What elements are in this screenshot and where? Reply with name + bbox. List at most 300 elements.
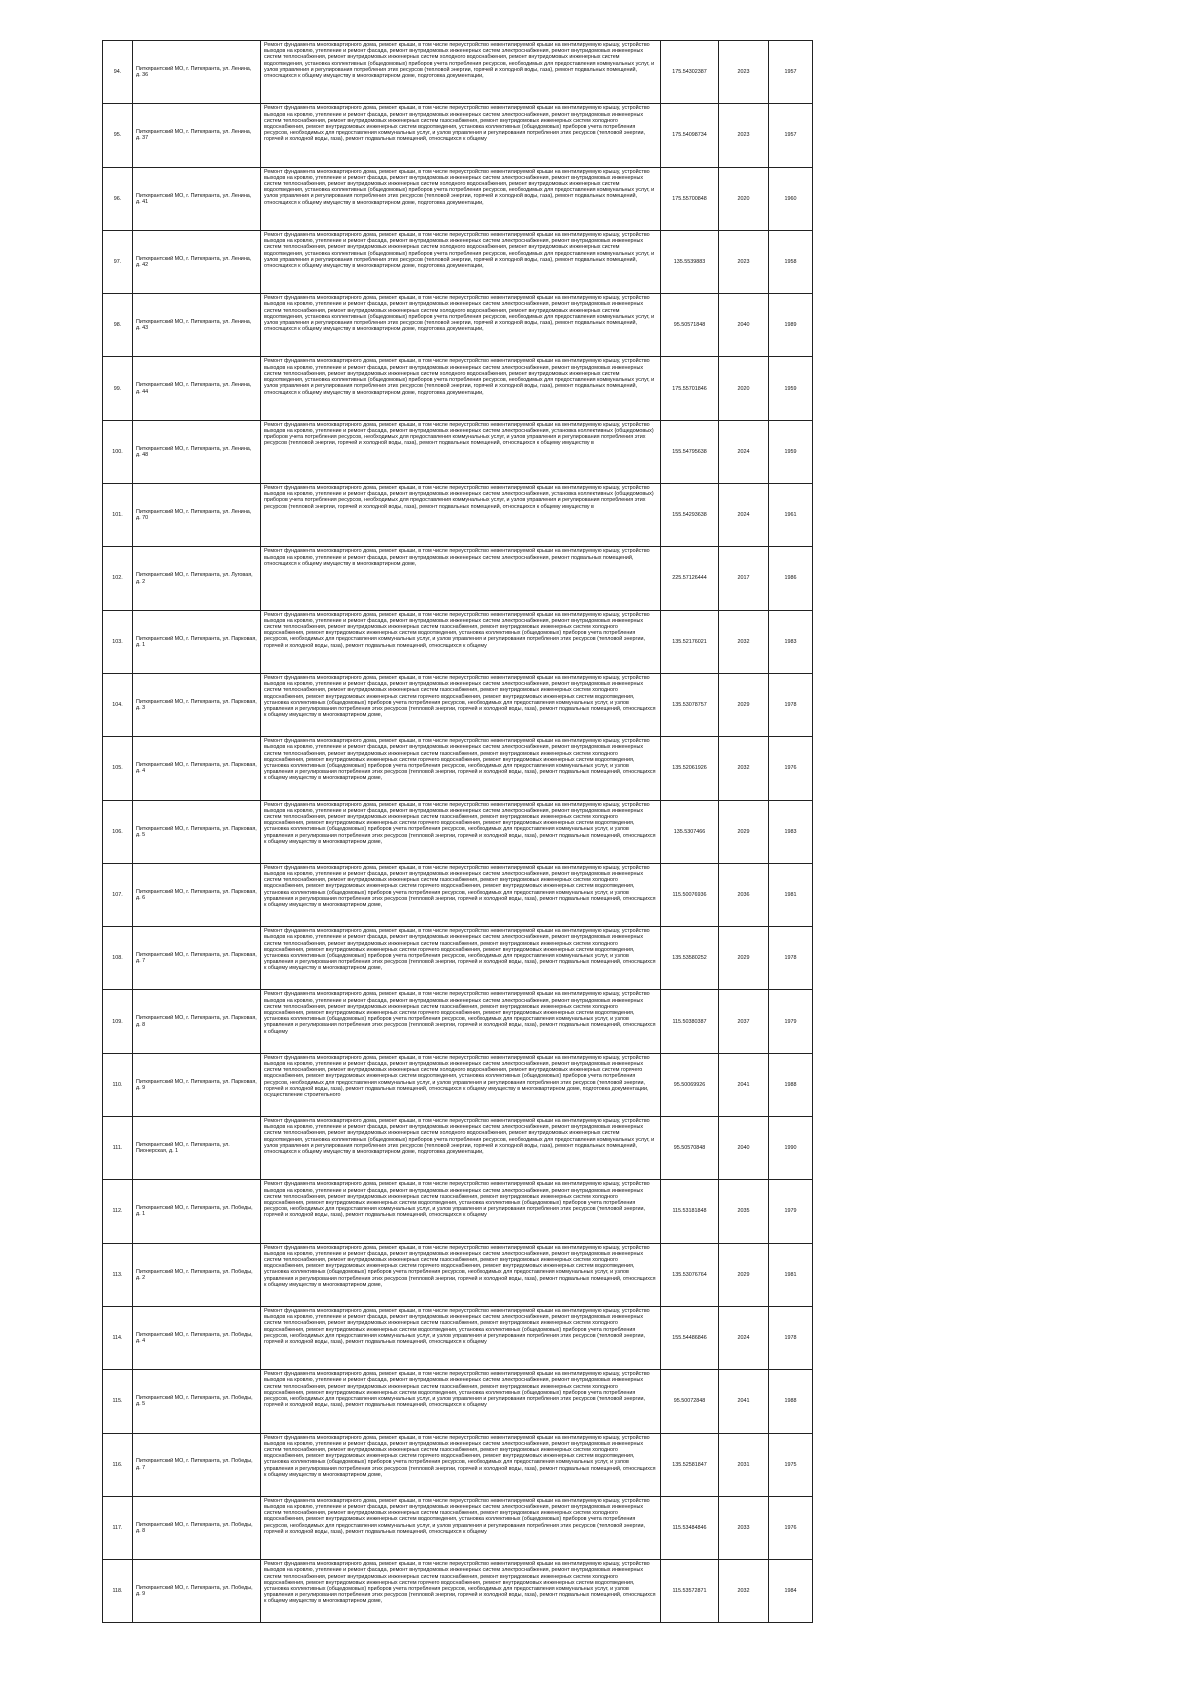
- cost-cell-text: 135.5307466: [673, 828, 706, 835]
- cost-cell-text: 135.53076764: [672, 1271, 707, 1278]
- build-year-cell-text: 1976: [784, 1524, 797, 1531]
- address-cell-text: Питкярантский МО, г. Питкяранта, ул. Победы, д. 8: [136, 1521, 253, 1534]
- build-year-cell-text: 1989: [784, 322, 797, 329]
- row-number-cell: [103, 1180, 133, 1243]
- table-row: [103, 800, 813, 863]
- build-year-cell: [769, 104, 813, 167]
- repair-program-table: [102, 40, 813, 1623]
- planned-year-cell: [719, 1306, 769, 1369]
- row-number-cell: [103, 294, 133, 357]
- build-year-cell-text: 1961: [784, 512, 797, 519]
- row-number-cell-text: 110.: [112, 1081, 123, 1088]
- address-cell-text: Питкярантский МО, г. Питкяранта, ул. Парковая, д. 7: [136, 952, 257, 965]
- build-year-cell: [769, 927, 813, 990]
- row-number-cell-text: 99.: [113, 385, 122, 392]
- build-year-cell: [769, 1560, 813, 1623]
- table-row: [103, 1243, 813, 1306]
- address-cell: [133, 990, 261, 1053]
- cost-cell: [661, 104, 719, 167]
- works-description-cell-text: Ремонт фундамента многоквартирного дома, ремонт крыши, в том числе переустройство невентилируемой крыши на вентилируемую крышу, устройство выходов на кровлю, утепление и ремонт фасада, ремонт внутридомовых инженерных систем электроснабжения, ремонт внутридомовых инженерных систем теплоснабжения, ремонт внутридомовых инженерных систем газоснабжения, ремонт внутридомовых инженерных систем холодного водоснабжения, ремонт внутридомовых инженерных систем горячего водоснабжения, ремонт внутридомовых инженерных систем водоотведения, установка коллективных (общедомовых) приборов учета потребления ресурсов, необходимых для предоставления коммунальных услуг, и узлов управления и регулирования потребления этих ресурсов (тепловой энергии, горячей и холодной воды, газа), ремонт подвальных помещений, относящихся к общему имуществу в многоквартирном доме,: [264, 738, 656, 782]
- planned-year-cell: [719, 1370, 769, 1433]
- row-number-cell-text: 109.: [112, 1018, 123, 1025]
- address-cell-text: Питкярантский МО, г. Питкяранта, ул. Победы, д. 9: [136, 1585, 253, 1598]
- works-description-cell: [261, 230, 661, 293]
- build-year-cell-text: 1978: [784, 1334, 797, 1341]
- row-number-cell: [103, 673, 133, 736]
- row-number-cell: [103, 1496, 133, 1559]
- row-number-cell-text: 100.: [112, 448, 123, 455]
- works-description-cell-text: Ремонт фундамента многоквартирного дома, ремонт крыши, в том числе переустройство невентилируемой крыши на вентилируемую крышу, устройство выходов на кровлю, утепление и ремонт фасада, ремонт внутридомовых инженерных систем электроснабжения, ремонт внутридомовых инженерных систем теплоснабжения, ремонт внутридомовых инженерных систем холодного водоснабжения, ремонт внутридомовых инженерных систем водоотведения, установка коллективных (общедомовых) приборов учета потребления ресурсов, необходимых для предоставления коммунальных услуг, и узлов управления и регулирования потребления этих ресурсов (тепловой энергии, горячей и холодной воды, газа), ремонт подвальных помещений, относящихся к общему имуществу в многоквартирном доме, подготовка документации,: [264, 358, 655, 396]
- planned-year-cell: [719, 547, 769, 610]
- table-row: [103, 1433, 813, 1496]
- build-year-cell: [769, 673, 813, 736]
- planned-year-cell-text: 2033: [737, 1524, 750, 1531]
- address-cell: [133, 1370, 261, 1433]
- cost-cell: [661, 230, 719, 293]
- address-cell: [133, 863, 261, 926]
- planned-year-cell-text: 2029: [737, 955, 750, 962]
- planned-year-cell: [719, 294, 769, 357]
- row-number-cell: [103, 484, 133, 547]
- row-number-cell-text: 118.: [112, 1588, 123, 1595]
- table-row: [103, 1370, 813, 1433]
- planned-year-cell: [719, 610, 769, 673]
- build-year-cell-text: 1975: [784, 1461, 797, 1468]
- build-year-cell: [769, 1243, 813, 1306]
- build-year-cell: [769, 547, 813, 610]
- build-year-cell: [769, 1433, 813, 1496]
- works-description-cell: [261, 167, 661, 230]
- row-number-cell-text: 95.: [113, 132, 122, 139]
- planned-year-cell: [719, 800, 769, 863]
- build-year-cell: [769, 737, 813, 800]
- cost-cell: [661, 357, 719, 420]
- works-description-cell-text: Ремонт фундамента многоквартирного дома, ремонт крыши, в том числе переустройство невентилируемой крыши на вентилируемую крышу, устройство выходов на кровлю, утепление и ремонт фасада, ремонт внутридомовых инженерных систем электроснабжения, ремонт внутридомовых инженерных систем теплоснабжения, ремонт внутридомовых инженерных систем холодного водоснабжения, ремонт внутридомовых инженерных систем водоотведения, установка коллективных (общедомовых) приборов учета потребления ресурсов, необходимых для предоставления коммунальных услуг, и узлов управления и регулирования потребления этих ресурсов (тепловой энергии, горячей и холодной воды, газа), ремонт подвальных помещений, относящихся к общему имуществу в многоквартирном доме, подготовка документации,: [264, 1118, 655, 1156]
- address-cell: [133, 294, 261, 357]
- build-year-cell-text: 1978: [784, 702, 797, 709]
- cost-cell: [661, 420, 719, 483]
- address-cell: [133, 1560, 261, 1623]
- build-year-cell: [769, 484, 813, 547]
- works-description-cell-text: Ремонт фундамента многоквартирного дома, ремонт крыши, в том числе переустройство невентилируемой крыши на вентилируемую крышу, устройство выходов на кровлю, утепление и ремонт фасада, ремонт внутридомовых инженерных систем электроснабжения, ремонт внутридомовых инженерных систем теплоснабжения, ремонт внутридомовых инженерных систем холодного водоснабжения, ремонт внутридомовых инженерных систем горячего водоснабжения, ремонт внутридомовых инженерных систем водоотведения, установка коллективных (общедомовых) приборов учета потребления ресурсов, необходимых для предоставления коммунальных услуг, и узлов управления и регулирования потребления этих ресурсов (тепловой энергии, горячей и холодной воды, газа), ремонт подвальных помещений, относящихся к общему имуществу в многоквартирном доме, подготовка документации, осуществление строительного: [264, 1054, 650, 1098]
- works-description-cell-text: Ремонт фундамента многоквартирного дома, ремонт крыши, в том числе переустройство невентилируемой крыши на вентилируемую крышу, устройство выходов на кровлю, утепление и ремонт фасада, ремонт внутридомовых инженерных систем электроснабжения, ремонт внутридомовых инженерных систем теплоснабжения, ремонт внутридомовых инженерных систем газоснабжения, ремонт внутридомовых инженерных систем холодного водоснабжения, ремонт внутридомовых инженерных систем водоотведения, установка коллективных (общедомовых) приборов учета потребления ресурсов, необходимых для предоставления коммунальных услуг, и узлов управления и регулирования потребления этих ресурсов (тепловой энергии, горячей и холодной воды, газа), ремонт подвальных помещений, относящихся к общему: [264, 1307, 650, 1345]
- works-description-cell: [261, 1117, 661, 1180]
- works-description-cell-text: Ремонт фундамента многоквартирного дома, ремонт крыши, в том числе переустройство невентилируемой крыши на вентилируемую крышу, устройство выходов на кровлю, утепление и ремонт фасада, ремонт внутридомовых инженерных систем электроснабжения, ремонт внутридомовых инженерных систем теплоснабжения, ремонт внутридомовых инженерных систем газоснабжения, ремонт внутридомовых инженерных систем холодного водоснабжения, ремонт внутридомовых инженерных систем горячего водоснабжения, ремонт внутридомовых инженерных систем водоотведения, установка коллективных (общедомовых) приборов учета потребления ресурсов, необходимых для предоставления коммунальных услуг, и узлов управления и регулирования потребления этих ресурсов (тепловой энергии, горячей и холодной воды, газа), ремонт подвальных помещений, относящихся к общему имуществу в многоквартирном доме,: [264, 928, 656, 972]
- build-year-cell-text: 1959: [784, 385, 797, 392]
- row-number-cell-text: 114.: [112, 1334, 123, 1341]
- works-description-cell: [261, 484, 661, 547]
- planned-year-cell: [719, 1117, 769, 1180]
- table-row: [103, 737, 813, 800]
- table-row: [103, 420, 813, 483]
- row-number-cell-text: 104.: [112, 702, 123, 709]
- table-row: [103, 1117, 813, 1180]
- row-number-cell: [103, 1560, 133, 1623]
- planned-year-cell-text: 2040: [737, 322, 750, 329]
- address-cell-text: Питкярантский МО, г. Питкяранта, ул. Ленина, д. 41: [136, 192, 252, 205]
- cost-cell-text: 155.54795638: [672, 448, 707, 455]
- works-description-cell-text: Ремонт фундамента многоквартирного дома, ремонт крыши, в том числе переустройство невентилируемой крыши на вентилируемую крышу, устройство выходов на кровлю, утепление и ремонт фасада, ремонт внутридомовых инженерных систем электроснабжения, ремонт внутридомовых инженерных систем теплоснабжения, ремонт внутридомовых инженерных систем газоснабжения, ремонт внутридомовых инженерных систем холодного водоснабжения, ремонт внутридомовых инженерных систем горячего водоснабжения, ремонт внутридомовых инженерных систем водоотведения, установка коллективных (общедомовых) приборов учета потребления ресурсов, необходимых для предоставления коммунальных услуг, и узлов управления и регулирования потребления этих ресурсов (тепловой энергии, горячей и холодной воды, газа), ремонт подвальных помещений, относящихся к общему имуществу в многоквартирном доме,: [264, 864, 656, 909]
- address-cell: [133, 484, 261, 547]
- row-number-cell: [103, 1306, 133, 1369]
- address-cell: [133, 230, 261, 293]
- works-description-cell-text: Ремонт фундамента многоквартирного дома, ремонт крыши, в том числе переустройство невентилируемой крыши на вентилируемую крышу, устройство выходов на кровлю, утепление и ремонт фасада, ремонт внутридомовых инженерных систем электроснабжения, ремонт внутридомовых инженерных систем теплоснабжения, ремонт внутридомовых инженерных систем газоснабжения, ремонт внутридомовых инженерных систем холодного водоснабжения, ремонт внутридомовых инженерных систем горячего водоснабжения, ремонт внутридомовых инженерных систем водоотведения, установка коллективных (общедомовых) приборов учета потребления ресурсов, необходимых для предоставления коммунальных услуг, и узлов управления и регулирования потребления этих ресурсов (тепловой энергии, горячей и холодной воды, газа), ремонт подвальных помещений, относящихся к общему имуществу в многоквартирном доме,: [264, 1561, 656, 1605]
- address-cell: [133, 610, 261, 673]
- cost-cell: [661, 863, 719, 926]
- table-row: [103, 990, 813, 1053]
- planned-year-cell: [719, 1560, 769, 1623]
- address-cell-text: Питкярантский МО, г. Питкяранта, ул. Пионерская, д. 1: [136, 1141, 230, 1155]
- address-cell: [133, 1496, 261, 1559]
- works-description-cell: [261, 420, 661, 483]
- address-cell: [133, 1180, 261, 1243]
- planned-year-cell: [719, 1053, 769, 1116]
- planned-year-cell-text: 2024: [737, 512, 750, 519]
- address-cell-text: Питкярантский МО, г. Питкяранта, ул. Ленина, д. 37: [136, 129, 252, 142]
- works-description-cell: [261, 1560, 661, 1623]
- cost-cell: [661, 1180, 719, 1243]
- row-number-cell-text: 108.: [112, 955, 123, 962]
- build-year-cell-text: 1986: [784, 575, 797, 582]
- works-description-cell: [261, 294, 661, 357]
- row-number-cell: [103, 167, 133, 230]
- planned-year-cell-text: 2041: [737, 1081, 750, 1088]
- address-cell-text: Питкярантский МО, г. Питкяранта, ул. Ленина, д. 70: [136, 509, 252, 522]
- works-description-cell-text: Ремонт фундамента многоквартирного дома, ремонт крыши, в том числе переустройство невентилируемой крыши на вентилируемую крышу, устройство выходов на кровлю, утепление и ремонт фасада, ремонт внутридомовых инженерных систем электроснабжения, ремонт внутридомовых инженерных систем теплоснабжения, ремонт внутридомовых инженерных систем газоснабжения, ремонт внутридомовых инженерных систем холодного водоснабжения, ремонт внутридомовых инженерных систем горячего водоснабжения, ремонт внутридомовых инженерных систем водоотведения, установка коллективных (общедомовых) приборов учета потребления ресурсов, необходимых для предоставления коммунальных услуг, и узлов управления и регулирования потребления этих ресурсов (тепловой энергии, горячей и холодной воды, газа), ремонт подвальных помещений, относящихся к общему: [264, 991, 656, 1035]
- build-year-cell-text: 1979: [784, 1018, 797, 1025]
- table-row: [103, 294, 813, 357]
- address-cell-text: Питкярантский МО, г. Питкяранта, ул. Победы, д. 2: [136, 1268, 253, 1281]
- table-row: [103, 610, 813, 673]
- address-cell-text: Питкярантский МО, г. Питкяранта, ул. Луговая, д. 2: [136, 572, 253, 585]
- row-number-cell-text: 103.: [112, 638, 123, 645]
- planned-year-cell-text: 2032: [737, 638, 750, 645]
- works-description-cell: [261, 357, 661, 420]
- address-cell-text: Питкярантский МО, г. Питкяранта, ул. Победы, д. 7: [136, 1458, 253, 1471]
- cost-cell: [661, 737, 719, 800]
- planned-year-cell-text: 2040: [737, 1145, 750, 1152]
- cost-cell-text: 175.54302387: [672, 69, 707, 76]
- build-year-cell: [769, 990, 813, 1053]
- row-number-cell-text: 113.: [112, 1271, 123, 1278]
- planned-year-cell-text: 2031: [737, 1461, 750, 1468]
- works-description-cell-text: Ремонт фундамента многоквартирного дома, ремонт крыши, в том числе переустройство невентилируемой крыши на вентилируемую крышу, устройство выходов на кровлю, утепление и ремонт фасада, ремонт внутридомовых инженерных систем электроснабжения, установка коллективных (общедомовых) приборов учета потребления ресурсов, необходимых для предоставления коммунальных услуг, и узлов управления и регулирования потребления этих ресурсов (тепловой энергии, горячей и холодной воды, газа), ремонт подвальных помещений, относящихся к общему имуществу в: [264, 421, 654, 447]
- table-row: [103, 41, 813, 104]
- planned-year-cell-text: 2029: [737, 702, 750, 709]
- planned-year-cell-text: 2029: [737, 828, 750, 835]
- planned-year-cell-text: 2020: [737, 385, 750, 392]
- cost-cell: [661, 1496, 719, 1559]
- address-cell-text: Питкярантский МО, г. Питкяранта, ул. Парковая, д. 6: [136, 888, 257, 901]
- cost-cell-text: 135.53580252: [672, 955, 707, 962]
- table-row: [103, 927, 813, 990]
- cost-cell-text: 115.53572871: [672, 1588, 707, 1595]
- row-number-cell: [103, 863, 133, 926]
- works-description-cell: [261, 673, 661, 736]
- cost-cell-text: 115.50380387: [672, 1018, 707, 1025]
- row-number-cell-text: 115.: [112, 1398, 123, 1405]
- planned-year-cell-text: 2020: [737, 195, 750, 202]
- build-year-cell-text: 1958: [784, 258, 797, 265]
- address-cell-text: Питкярантский МО, г. Питкяранта, ул. Парковая, д. 3: [136, 698, 257, 712]
- build-year-cell: [769, 420, 813, 483]
- works-description-cell: [261, 1306, 661, 1369]
- build-year-cell: [769, 1053, 813, 1116]
- address-cell: [133, 737, 261, 800]
- table-row: [103, 357, 813, 420]
- planned-year-cell-text: 2041: [737, 1398, 750, 1405]
- table-row: [103, 104, 813, 167]
- address-cell: [133, 1433, 261, 1496]
- build-year-cell-text: 1960: [784, 195, 797, 202]
- row-number-cell-text: 106.: [112, 828, 123, 835]
- cost-cell: [661, 484, 719, 547]
- cost-cell-text: 135.52581847: [672, 1461, 707, 1468]
- planned-year-cell: [719, 863, 769, 926]
- build-year-cell: [769, 800, 813, 863]
- build-year-cell-text: 1959: [784, 448, 797, 455]
- cost-cell-text: 95.50571848: [673, 322, 706, 329]
- cost-cell-text: 135.52176021: [672, 638, 707, 645]
- cost-cell-text: 225.57126444: [672, 575, 707, 582]
- row-number-cell-text: 117.: [112, 1524, 123, 1531]
- row-number-cell: [103, 1243, 133, 1306]
- planned-year-cell-text: 2024: [737, 1334, 750, 1341]
- planned-year-cell-text: 2036: [737, 891, 750, 898]
- build-year-cell: [769, 1370, 813, 1433]
- works-description-cell-text: Ремонт фундамента многоквартирного дома, ремонт крыши, в том числе переустройство невентилируемой крыши на вентилируемую крышу, устройство выходов на кровлю, утепление и ремонт фасада, ремонт внутридомовых инженерных систем электроснабжения, ремонт подвальных помещений, относящихся к общему имуществу в многоквартирном доме,: [264, 548, 650, 567]
- works-description-cell: [261, 737, 661, 800]
- build-year-cell-text: 1984: [784, 1588, 797, 1595]
- cost-cell: [661, 167, 719, 230]
- works-description-cell-text: Ремонт фундамента многоквартирного дома, ремонт крыши, в том числе переустройство невентилируемой крыши на вентилируемую крышу, устройство выходов на кровлю, утепление и ремонт фасада, ремонт внутридомовых инженерных систем электроснабжения, ремонт внутридомовых инженерных систем теплоснабжения, ремонт внутридомовых инженерных систем газоснабжения, ремонт внутридомовых инженерных систем холодного водоснабжения, ремонт внутридомовых инженерных систем горячего водоснабжения, ремонт внутридомовых инженерных систем водоотведения, установка коллективных (общедомовых) приборов учета потребления ресурсов, необходимых для предоставления коммунальных услуг, и узлов управления и регулирования потребления этих ресурсов (тепловой энергии, горячей и холодной воды, газа), ремонт подвальных помещений, относящихся к общему имуществу в многоквартирном доме,: [264, 674, 656, 719]
- build-year-cell: [769, 41, 813, 104]
- cost-cell-text: 115.53181848: [672, 1208, 707, 1215]
- planned-year-cell-text: 2032: [737, 765, 750, 772]
- cost-cell: [661, 610, 719, 673]
- table-row: [103, 547, 813, 610]
- planned-year-cell: [719, 41, 769, 104]
- build-year-cell: [769, 1180, 813, 1243]
- row-number-cell: [103, 230, 133, 293]
- row-number-cell-text: 94.: [113, 69, 122, 76]
- table-row: [103, 484, 813, 547]
- row-number-cell: [103, 1053, 133, 1116]
- row-number-cell: [103, 737, 133, 800]
- build-year-cell-text: 1978: [784, 955, 797, 962]
- works-description-cell-text: Ремонт фундамента многоквартирного дома, ремонт крыши, в том числе переустройство невентилируемой крыши на вентилируемую крышу, устройство выходов на кровлю, утепление и ремонт фасада, ремонт внутридомовых инженерных систем электроснабжения, ремонт внутридомовых инженерных систем теплоснабжения, ремонт внутридомовых инженерных систем газоснабжения, ремонт внутридомовых инженерных систем холодного водоснабжения, ремонт внутридомовых инженерных систем водоотведения, установка коллективных (общедомовых) приборов учета потребления ресурсов, необходимых для предоставления коммунальных услуг, и узлов управления и регулирования потребления этих ресурсов (тепловой энергии, горячей и холодной воды, газа), ремонт подвальных помещений, относящихся к общему: [264, 1181, 650, 1219]
- cost-cell: [661, 1433, 719, 1496]
- table-row: [103, 673, 813, 736]
- cost-cell: [661, 1306, 719, 1369]
- row-number-cell-text: 116.: [112, 1461, 123, 1468]
- build-year-cell: [769, 863, 813, 926]
- planned-year-cell: [719, 357, 769, 420]
- cost-cell-text: 95.50072848: [673, 1398, 706, 1405]
- address-cell: [133, 927, 261, 990]
- build-year-cell-text: 1983: [784, 638, 797, 645]
- row-number-cell: [103, 927, 133, 990]
- cost-cell: [661, 990, 719, 1053]
- build-year-cell: [769, 357, 813, 420]
- address-cell: [133, 1117, 261, 1180]
- cost-cell-text: 175.55700848: [672, 195, 707, 202]
- row-number-cell-text: 97.: [113, 258, 122, 265]
- planned-year-cell: [719, 737, 769, 800]
- planned-year-cell: [719, 484, 769, 547]
- works-description-cell: [261, 1180, 661, 1243]
- planned-year-cell: [719, 1496, 769, 1559]
- row-number-cell-text: 107.: [112, 891, 123, 898]
- planned-year-cell-text: 2029: [737, 1271, 750, 1278]
- works-description-cell: [261, 41, 661, 104]
- works-description-cell-text: Ремонт фундамента многоквартирного дома, ремонт крыши, в том числе переустройство невентилируемой крыши на вентилируемую крышу, устройство выходов на кровлю, утепление и ремонт фасада, ремонт внутридомовых инженерных систем электроснабжения, ремонт внутридомовых инженерных систем теплоснабжения, ремонт внутридомовых инженерных систем холодного водоснабжения, ремонт внутридомовых инженерных систем водоотведения, установка коллективных (общедомовых) приборов учета потребления ресурсов, необходимых для предоставления коммунальных услуг, и узлов управления и регулирования потребления этих ресурсов (тепловой энергии, горячей и холодной воды, газа), ремонт подвальных помещений, относящихся к общему имуществу в многоквартирном доме, подготовка документации,: [264, 231, 655, 269]
- build-year-cell-text: 1981: [784, 891, 797, 898]
- row-number-cell-text: 96.: [113, 195, 122, 202]
- cost-cell: [661, 673, 719, 736]
- row-number-cell-text: 102.: [112, 575, 123, 582]
- address-cell: [133, 104, 261, 167]
- address-cell: [133, 420, 261, 483]
- planned-year-cell-text: 2017: [737, 575, 750, 582]
- address-cell-text: Питкярантский МО, г. Питкяранта, ул. Победы, д. 5: [136, 1395, 253, 1408]
- cost-cell-text: 95.50570848: [673, 1145, 706, 1152]
- row-number-cell: [103, 547, 133, 610]
- works-description-cell: [261, 547, 661, 610]
- planned-year-cell-text: 2032: [737, 1588, 750, 1595]
- works-description-cell-text: Ремонт фундамента многоквартирного дома, ремонт крыши, в том числе переустройство невентилируемой крыши на вентилируемую крышу, устройство выходов на кровлю, утепление и ремонт фасада, ремонт внутридомовых инженерных систем электроснабжения, ремонт внутридомовых инженерных систем теплоснабжения, ремонт внутридомовых инженерных систем газоснабжения, ремонт внутридомовых инженерных систем холодного водоснабжения, ремонт внутридомовых инженерных систем горячего водоснабжения, ремонт внутридомовых инженерных систем водоотведения, установка коллективных (общедомовых) приборов учета потребления ресурсов, необходимых для предоставления коммунальных услуг, и узлов управления и регулирования потребления этих ресурсов (тепловой энергии, горячей и холодной воды, газа), ремонт подвальных помещений, относящихся к общему имуществу в многоквартирном доме,: [264, 1434, 656, 1478]
- address-cell-text: Питкярантский МО, г. Питкяранта, ул. Победы, д. 4: [136, 1331, 253, 1345]
- planned-year-cell: [719, 673, 769, 736]
- address-cell: [133, 800, 261, 863]
- address-cell: [133, 673, 261, 736]
- planned-year-cell-text: 2024: [737, 448, 750, 455]
- works-description-cell: [261, 927, 661, 990]
- row-number-cell: [103, 357, 133, 420]
- build-year-cell: [769, 1496, 813, 1559]
- planned-year-cell: [719, 990, 769, 1053]
- table-row: [103, 863, 813, 926]
- build-year-cell-text: 1988: [784, 1398, 797, 1405]
- works-description-cell-text: Ремонт фундамента многоквартирного дома, ремонт крыши, в том числе переустройство невентилируемой крыши на вентилируемую крышу, устройство выходов на кровлю, утепление и ремонт фасада, ремонт внутридомовых инженерных систем электроснабжения, ремонт внутридомовых инженерных систем теплоснабжения, ремонт внутридомовых инженерных систем газоснабжения, ремонт внутридомовых инженерных систем холодного водоснабжения, ремонт внутридомовых инженерных систем водоотведения, установка коллективных (общедомовых) приборов учета потребления ресурсов, необходимых для предоставления коммунальных услуг, и узлов управления и регулирования потребления этих ресурсов (тепловой энергии, горячей и холодной воды, газа), ремонт подвальных помещений, относящихся к общему: [264, 105, 650, 143]
- planned-year-cell: [719, 927, 769, 990]
- works-description-cell: [261, 800, 661, 863]
- cost-cell-text: 135.52061926: [672, 765, 707, 772]
- planned-year-cell-text: 2037: [737, 1018, 750, 1025]
- row-number-cell: [103, 610, 133, 673]
- cost-cell: [661, 294, 719, 357]
- build-year-cell-text: 1976: [784, 765, 797, 772]
- address-cell: [133, 1306, 261, 1369]
- planned-year-cell: [719, 1433, 769, 1496]
- address-cell-text: Питкярантский МО, г. Питкяранта, ул. Ленина, д. 44: [136, 382, 252, 395]
- build-year-cell-text: 1983: [784, 828, 797, 835]
- cost-cell-text: 155.54486846: [672, 1334, 707, 1341]
- address-cell: [133, 1243, 261, 1306]
- cost-cell-text: 115.53484846: [672, 1524, 707, 1531]
- address-cell: [133, 41, 261, 104]
- row-number-cell: [103, 104, 133, 167]
- address-cell-text: Питкярантский МО, г. Питкяранта, ул. Парковая, д. 9: [136, 1078, 257, 1091]
- works-description-cell-text: Ремонт фундамента многоквартирного дома, ремонт крыши, в том числе переустройство невентилируемой крыши на вентилируемую крышу, устройство выходов на кровлю, утепление и ремонт фасада, ремонт внутридомовых инженерных систем электроснабжения, ремонт внутридомовых инженерных систем теплоснабжения, ремонт внутридомовых инженерных систем газоснабжения, ремонт внутридомовых инженерных систем холодного водоснабжения, ремонт внутридомовых инженерных систем водоотведения, установка коллективных (общедомовых) приборов учета потребления ресурсов, необходимых для предоставления коммунальных услуг, и узлов управления и регулирования потребления этих ресурсов (тепловой энергии, горячей и холодной воды, газа), ремонт подвальных помещений, относящихся к общему: [264, 611, 650, 649]
- row-number-cell: [103, 1433, 133, 1496]
- row-number-cell: [103, 1370, 133, 1433]
- build-year-cell: [769, 610, 813, 673]
- address-cell: [133, 167, 261, 230]
- row-number-cell: [103, 41, 133, 104]
- build-year-cell-text: 1990: [784, 1145, 797, 1152]
- works-description-cell-text: Ремонт фундамента многоквартирного дома, ремонт крыши, в том числе переустройство невентилируемой крыши на вентилируемую крышу, устройство выходов на кровлю, утепление и ремонт фасада, ремонт внутридомовых инженерных систем электроснабжения, ремонт внутридомовых инженерных систем теплоснабжения, ремонт внутридомовых инженерных систем холодного водоснабжения, ремонт внутридомовых инженерных систем водоотведения, установка коллективных (общедомовых) приборов учета потребления ресурсов, необходимых для предоставления коммунальных услуг, и узлов управления и регулирования потребления этих ресурсов (тепловой энергии, горячей и холодной воды, газа), ремонт подвальных помещений, относящихся к общему имуществу в многоквартирном доме, подготовка документации,: [264, 295, 655, 333]
- planned-year-cell: [719, 420, 769, 483]
- planned-year-cell-text: 2023: [737, 69, 750, 76]
- cost-cell-text: 115.50076936: [672, 891, 707, 898]
- address-cell-text: Питкярантский МО, г. Питкяранта, ул. Парковая, д. 8: [136, 1015, 257, 1028]
- table-row: [103, 1180, 813, 1243]
- works-description-cell: [261, 1433, 661, 1496]
- row-number-cell: [103, 990, 133, 1053]
- address-cell-text: Питкярантский МО, г. Питкяранта, ул. Парковая, д. 1: [136, 635, 257, 648]
- works-description-cell-text: Ремонт фундамента многоквартирного дома, ремонт крыши, в том числе переустройство невентилируемой крыши на вентилируемую крышу, устройство выходов на кровлю, утепление и ремонт фасада, ремонт внутридомовых инженерных систем электроснабжения, установка коллективных (общедомовых) приборов учета потребления ресурсов, необходимых для предоставления коммунальных услуг, и узлов управления и регулирования потребления этих ресурсов (тепловой энергии, горячей и холодной воды, газа), ремонт подвальных помещений, относящихся к общему имуществу в: [264, 485, 654, 510]
- works-description-cell: [261, 1370, 661, 1433]
- row-number-cell: [103, 800, 133, 863]
- address-cell: [133, 357, 261, 420]
- works-description-cell: [261, 863, 661, 926]
- address-cell-text: Питкярантский МО, г. Питкяранта, ул. Парковая, д. 4: [136, 762, 257, 775]
- works-description-cell-text: Ремонт фундамента многоквартирного дома, ремонт крыши, в том числе переустройство невентилируемой крыши на вентилируемую крышу, устройство выходов на кровлю, утепление и ремонт фасада, ремонт внутридомовых инженерных систем электроснабжения, ремонт внутридомовых инженерных систем теплоснабжения, ремонт внутридомовых инженерных систем газоснабжения, ремонт внутридомовых инженерных систем холодного водоснабжения, ремонт внутридомовых инженерных систем горячего водоснабжения, ремонт внутридомовых инженерных систем водоотведения, установка коллективных (общедомовых) приборов учета потребления ресурсов, необходимых для предоставления коммунальных услуг, и узлов управления и регулирования потребления этих ресурсов (тепловой энергии, горячей и холодной воды, газа), ремонт подвальных помещений, относящихся к общему имуществу в многоквартирном доме,: [264, 801, 656, 845]
- build-year-cell-text: 1957: [784, 132, 797, 139]
- build-year-cell: [769, 1117, 813, 1180]
- cost-cell-text: 95.50069926: [673, 1081, 706, 1088]
- planned-year-cell: [719, 1243, 769, 1306]
- works-description-cell-text: Ремонт фундамента многоквартирного дома, ремонт крыши, в том числе переустройство невентилируемой крыши на вентилируемую крышу, устройство выходов на кровлю, утепление и ремонт фасада, ремонт внутридомовых инженерных систем электроснабжения, ремонт внутридомовых инженерных систем теплоснабжения, ремонт внутридомовых инженерных систем газоснабжения, ремонт внутридомовых инженерных систем холодного водоснабжения, ремонт внутридомовых инженерных систем водоотведения, установка коллективных (общедомовых) приборов учета потребления ресурсов, необходимых для предоставления коммунальных услуг, и узлов управления и регулирования потребления этих ресурсов (тепловой энергии, горячей и холодной воды, газа), ремонт подвальных помещений, относящихся к общему: [264, 1497, 650, 1535]
- build-year-cell-text: 1979: [784, 1208, 797, 1215]
- works-description-cell-text: Ремонт фундамента многоквартирного дома, ремонт крыши, в том числе переустройство невентилируемой крыши на вентилируемую крышу, устройство выходов на кровлю, утепление и ремонт фасада, ремонт внутридомовых инженерных систем электроснабжения, ремонт внутридомовых инженерных систем теплоснабжения, ремонт внутридомовых инженерных систем холодного водоснабжения, ремонт внутридомовых инженерных систем водоотведения, установка коллективных (общедомовых) приборов учета потребления ресурсов, необходимых для предоставления коммунальных услуг, и узлов управления и регулирования потребления этих ресурсов (тепловой энергии, горячей и холодной воды, газа), ремонт подвальных помещений, относящихся к общему имуществу в многоквартирном доме, подготовка документации,: [264, 42, 655, 80]
- works-description-cell: [261, 1496, 661, 1559]
- build-year-cell: [769, 167, 813, 230]
- works-description-cell: [261, 610, 661, 673]
- address-cell: [133, 1053, 261, 1116]
- row-number-cell: [103, 1117, 133, 1180]
- cost-cell: [661, 547, 719, 610]
- works-description-cell-text: Ремонт фундамента многоквартирного дома, ремонт крыши, в том числе переустройство невентилируемой крыши на вентилируемую крышу, устройство выходов на кровлю, утепление и ремонт фасада, ремонт внутридомовых инженерных систем электроснабжения, ремонт внутридомовых инженерных систем теплоснабжения, ремонт внутридомовых инженерных систем газоснабжения, ремонт внутридомовых инженерных систем холодного водоснабжения, ремонт внутридомовых инженерных систем горячего водоснабжения, ремонт внутридомовых инженерных систем водоотведения, установка коллективных (общедомовых) приборов учета потребления ресурсов, необходимых для предоставления коммунальных услуг, и узлов управления и регулирования потребления этих ресурсов (тепловой энергии, горячей и холодной воды, газа), ремонт подвальных помещений, относящихся к общему имуществу в многоквартирном доме,: [264, 1244, 656, 1288]
- table-row: [103, 230, 813, 293]
- row-number-cell-text: 105.: [112, 765, 123, 772]
- cost-cell-text: 135.53078757: [672, 702, 707, 709]
- cost-cell: [661, 1053, 719, 1116]
- cost-cell: [661, 1560, 719, 1623]
- address-cell: [133, 547, 261, 610]
- works-description-cell: [261, 990, 661, 1053]
- works-description-cell-text: Ремонт фундамента многоквартирного дома, ремонт крыши, в том числе переустройство невентилируемой крыши на вентилируемую крышу, устройство выходов на кровлю, утепление и ремонт фасада, ремонт внутридомовых инженерных систем электроснабжения, ремонт внутридомовых инженерных систем теплоснабжения, ремонт внутридомовых инженерных систем холодного водоснабжения, ремонт внутридомовых инженерных систем водоотведения, установка коллективных (общедомовых) приборов учета потребления ресурсов, необходимых для предоставления коммунальных услуг, и узлов управления и регулирования потребления этих ресурсов (тепловой энергии, горячей и холодной воды, газа), ремонт подвальных помещений, относящихся к общему имуществу в многоквартирном доме, подготовка документации,: [264, 168, 655, 206]
- works-description-cell: [261, 1053, 661, 1116]
- cost-cell: [661, 1117, 719, 1180]
- cost-cell-text: 135.5539883: [673, 258, 706, 265]
- cost-cell: [661, 1370, 719, 1433]
- row-number-cell-text: 101.: [112, 512, 123, 519]
- planned-year-cell-text: 2023: [737, 132, 750, 139]
- planned-year-cell-text: 2023: [737, 258, 750, 265]
- address-cell-text: Питкярантский МО, г. Питкяранта, ул. Ленина, д. 48: [136, 445, 252, 458]
- works-description-cell: [261, 104, 661, 167]
- planned-year-cell: [719, 167, 769, 230]
- row-number-cell-text: 112.: [112, 1208, 123, 1215]
- build-year-cell-text: 1957: [784, 69, 797, 76]
- cost-cell: [661, 800, 719, 863]
- build-year-cell: [769, 294, 813, 357]
- cost-cell-text: 175.54098734: [672, 132, 707, 139]
- cost-cell: [661, 41, 719, 104]
- address-cell-text: Питкярантский МО, г. Питкяранта, ул. Ленина, д. 42: [136, 255, 252, 269]
